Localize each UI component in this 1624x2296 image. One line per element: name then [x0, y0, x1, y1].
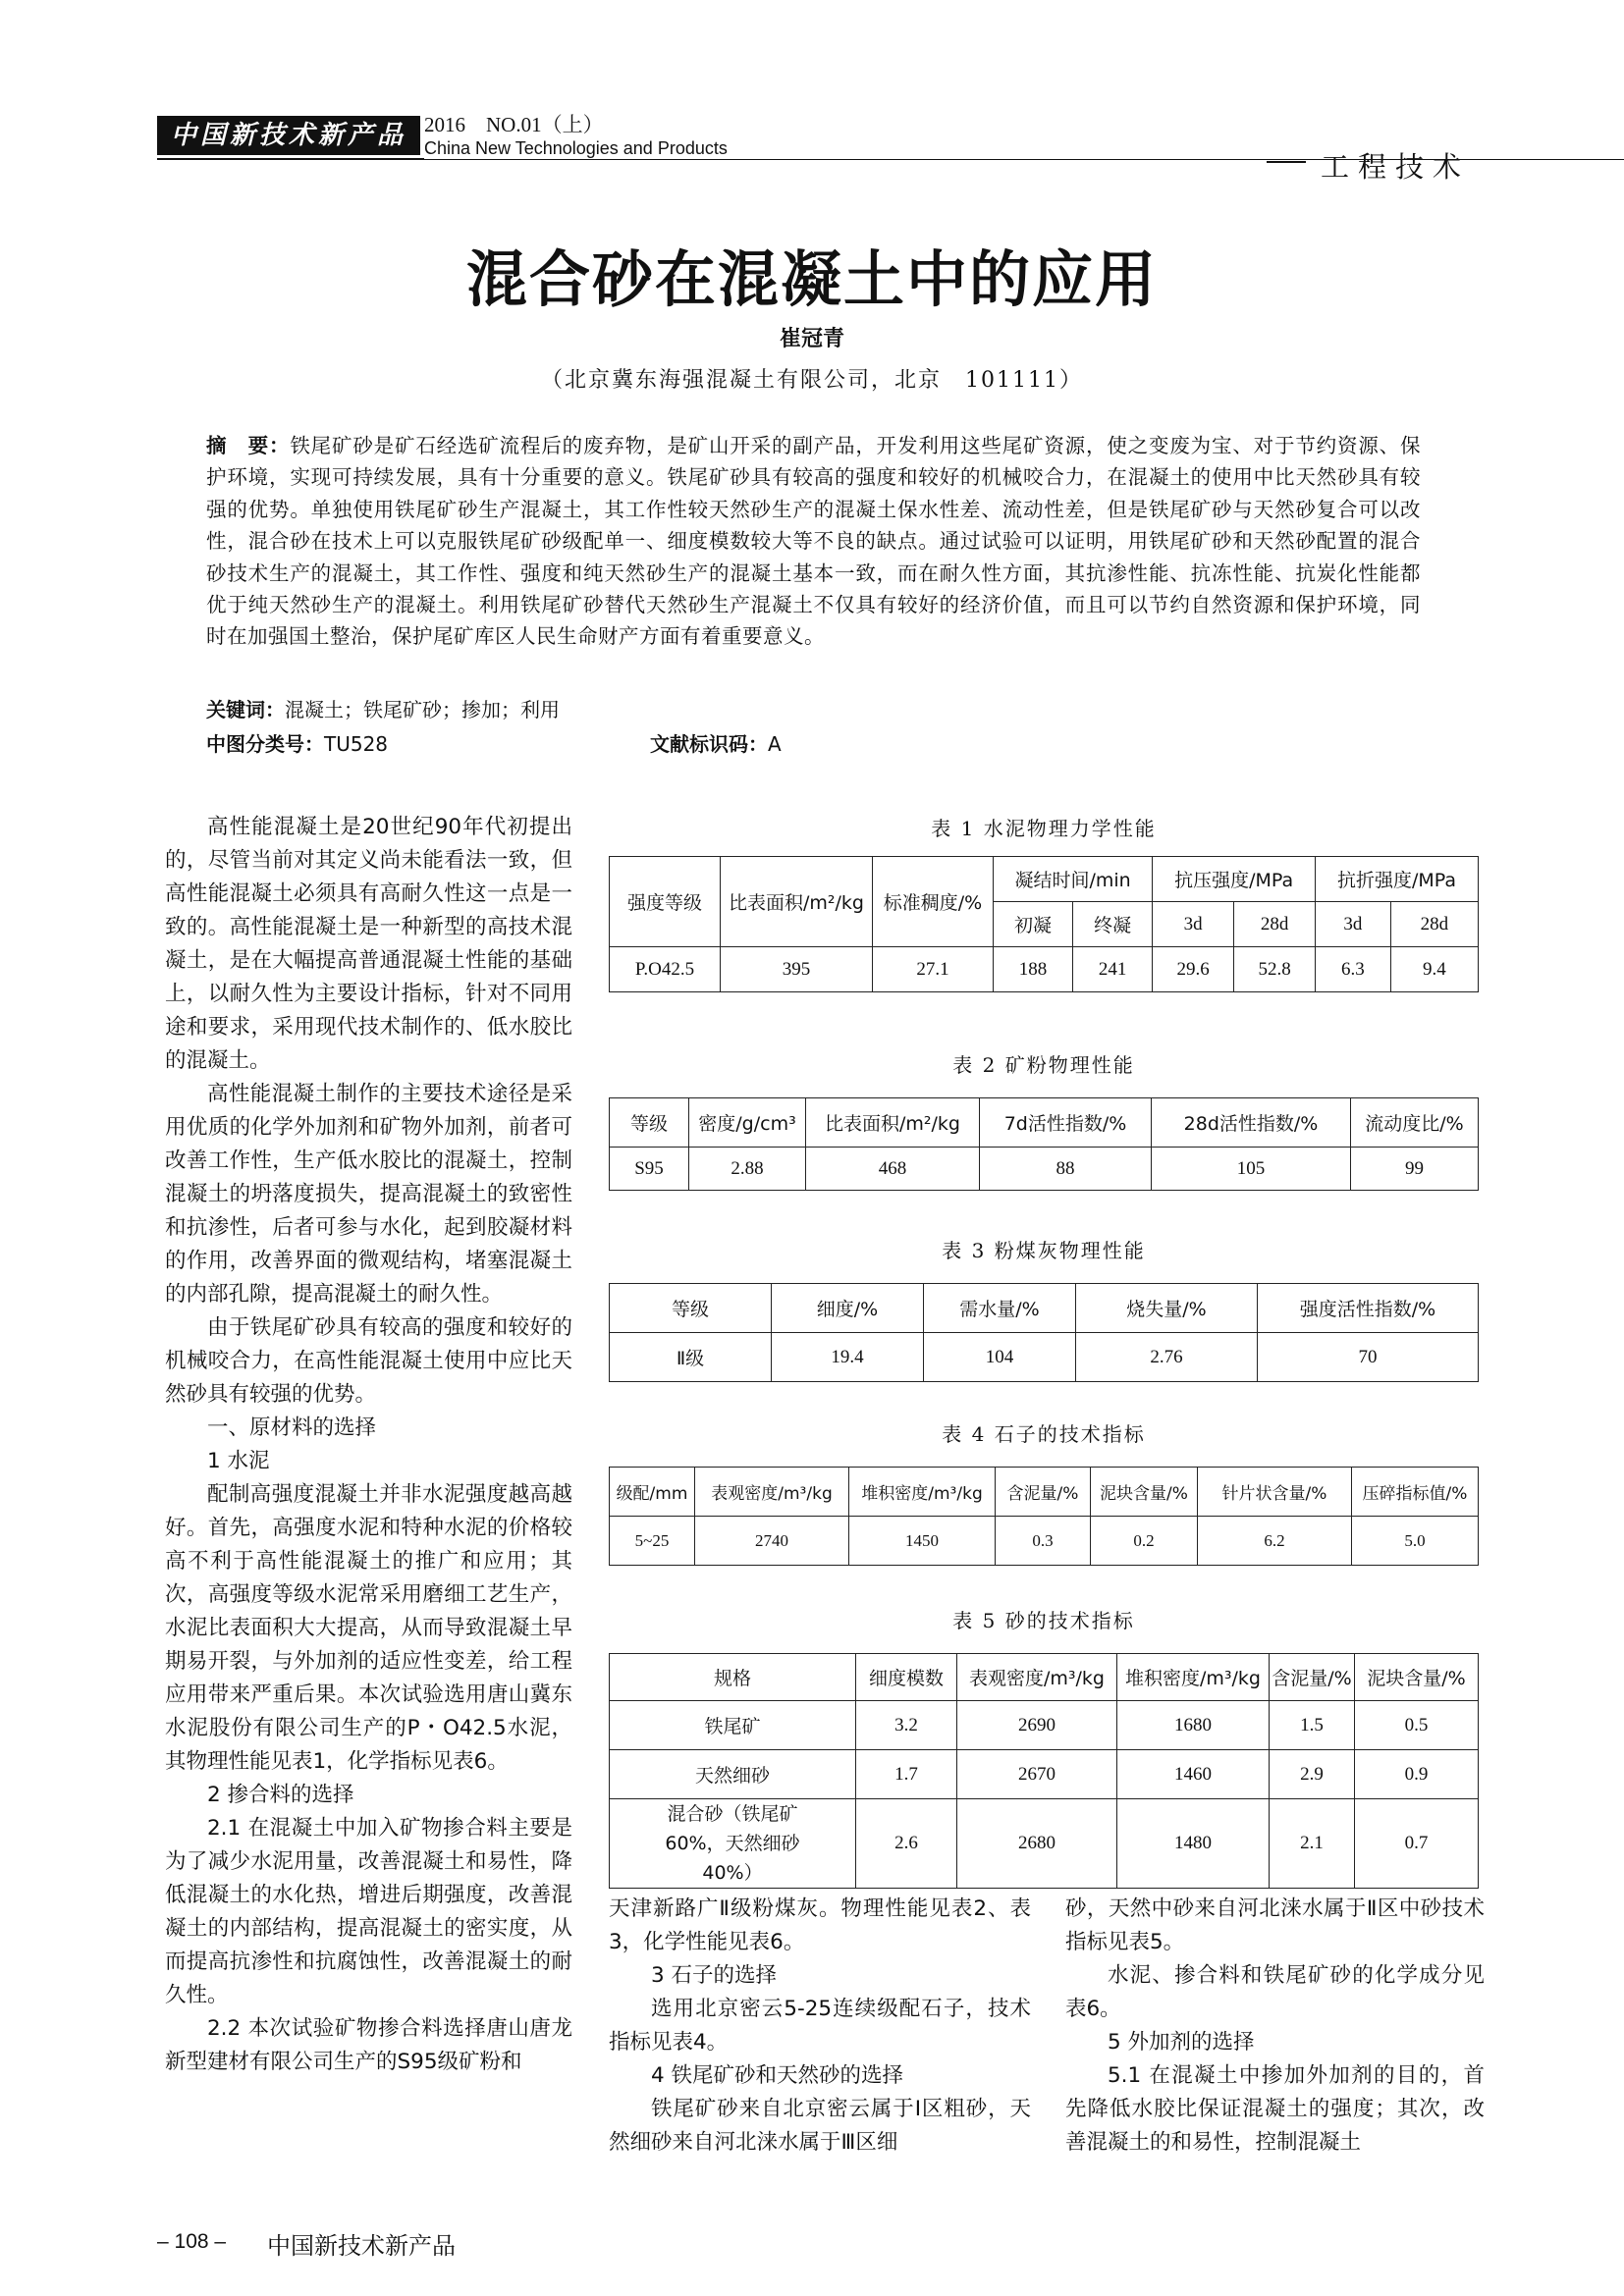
table-cell: 2670	[957, 1750, 1117, 1799]
author: 崔冠青	[779, 327, 844, 351]
table-3	[609, 1283, 1479, 1382]
table-cell: 2.1	[1270, 1799, 1355, 1889]
abstract	[206, 430, 1421, 653]
table-header: 表观密度/m³/kg	[957, 1654, 1117, 1701]
table-header: 需水量/%	[924, 1284, 1076, 1333]
clc-number	[206, 729, 388, 759]
table-cell: 2.9	[1270, 1750, 1355, 1799]
subsection-heading: 1 水泥	[207, 1449, 270, 1473]
table-header: 28d活性指数/%	[1152, 1098, 1351, 1148]
issue-number: 2016 NO.01（上）	[424, 113, 604, 136]
table-header: 堆积密度/m³/kg	[849, 1468, 996, 1517]
table-cell: 395	[721, 947, 873, 992]
table-cell: 88	[980, 1148, 1152, 1191]
table-2	[609, 1097, 1479, 1191]
table-cell: 0.5	[1355, 1701, 1479, 1750]
table-1	[609, 856, 1479, 992]
table-header: 含泥量/%	[996, 1468, 1091, 1517]
paragraph: 5.1 在混凝土中掺加外加剂的目的，首先降低水胶比保证混凝土的强度；其次，改善混凝土的和易性，控制混凝土	[1065, 2063, 1485, 2155]
table-cell: 99	[1351, 1148, 1479, 1191]
abstract-label: 摘 要：	[206, 434, 291, 457]
paragraph: 选用北京密云5-25连续级配石子，技术指标见表4。	[609, 1997, 1031, 2055]
paragraph: 配制高强度混凝土并非水泥强度越高越好。首先，高强度水泥和特种水泥的价格较高不利于高性能混凝土的推广和应用；其次，高强度等级水泥常采用磨细工艺生产，水泥比表面积大大提高，从而导致混凝土早期易开裂，与外加剂的适应性变差，给工程应用带来严重后果。本次试验选用唐山冀东水泥股份有限公司生产的P・O42.5水泥，其物理性能见表1，化学指标见表6。	[165, 1482, 572, 1774]
table-header: 比表面积/m²/kg	[806, 1098, 980, 1148]
table-header: 抗压强度/MPa	[1153, 857, 1316, 902]
table-5	[609, 1653, 1479, 1889]
subsection-heading: 2 掺合料的选择	[207, 1783, 354, 1807]
footer-magazine-name: 中国新技术新产品	[267, 2232, 456, 2260]
table-4-caption: 表 4 石子的技术指标	[942, 1422, 1146, 1446]
table-header: 针片状含量/%	[1198, 1468, 1352, 1517]
affiliation: （北京冀东海强混凝土有限公司，北京 101111）	[541, 368, 1083, 393]
header-rule-left	[157, 158, 424, 160]
table-cell: 0.2	[1091, 1517, 1198, 1566]
body-column-2	[609, 1893, 1031, 2160]
table-2-caption: 表 2 矿粉物理性能	[952, 1053, 1135, 1077]
table-cell: 3.2	[856, 1701, 957, 1750]
table-4	[609, 1467, 1479, 1566]
table-3-caption: 表 3 粉煤灰物理性能	[942, 1239, 1146, 1262]
table-cell: 2680	[957, 1799, 1117, 1889]
subsection-heading: 4 铁尾矿砂和天然砂的选择	[651, 2063, 904, 2088]
table-header: 凝结时间/min	[994, 857, 1153, 902]
table-header: 表观密度/m³/kg	[695, 1468, 849, 1517]
keywords-label: 关键词：	[206, 698, 285, 721]
keywords-text: 混凝土；铁尾矿砂；掺加；利用	[285, 698, 560, 721]
paragraph: 高性能混凝土是20世纪90年代初提出的，尽管当前对其定义尚未能看法一致，但高性能混凝土必须具有高耐久性这一点是一致的。高性能混凝土是一种新型的高技术混凝土，是在大幅提高普通混凝土性能的基础上，以耐久性为主要设计指标，针对不同用途和要求，采用现代技术制作的、低水胶比的混凝土。	[165, 815, 572, 1073]
table-cell: 5.0	[1352, 1517, 1479, 1566]
table-header: 比表面积/m²/kg	[721, 857, 873, 947]
table-header: 初凝	[994, 902, 1073, 947]
magazine-english-name: China New Technologies and Products	[424, 138, 728, 158]
section-heading: 一、原材料的选择	[207, 1415, 377, 1440]
table-header: 标准稠度/%	[873, 857, 994, 947]
clc-label: 中图分类号：	[206, 732, 324, 756]
table-1-caption: 表 1 水泥物理力学性能	[931, 817, 1157, 840]
table-header: 规格	[610, 1654, 856, 1701]
table-cell: 1680	[1117, 1701, 1270, 1750]
table-header: 泥块含量/%	[1355, 1654, 1479, 1701]
table-header: 28d	[1390, 902, 1478, 947]
table-cell: 19.4	[772, 1333, 924, 1382]
table-header: 烧失量/%	[1076, 1284, 1258, 1333]
table-cell: 9.4	[1390, 947, 1478, 992]
table-cell: 1450	[849, 1517, 996, 1566]
table-cell: 52.8	[1234, 947, 1316, 992]
table-cell: 0.3	[996, 1517, 1091, 1566]
table-cell: 天然细砂	[610, 1750, 856, 1799]
table-cell: 2.76	[1076, 1333, 1258, 1382]
table-cell: 188	[994, 947, 1073, 992]
table-cell: 104	[924, 1333, 1076, 1382]
subsection-heading: 5 外加剂的选择	[1108, 2030, 1255, 2055]
table-header: 强度等级	[610, 857, 721, 947]
subsection-heading: 3 石子的选择	[651, 1963, 778, 1988]
table-header: 终凝	[1073, 902, 1153, 947]
table-cell: 29.6	[1153, 947, 1234, 992]
section-name: 工程技术	[1321, 150, 1471, 184]
doc-value: A	[768, 732, 782, 756]
table-header: 强度活性指数/%	[1258, 1284, 1479, 1333]
section-rule	[1267, 161, 1306, 163]
table-header: 细度模数	[856, 1654, 957, 1701]
body-column-3	[1065, 1893, 1485, 2160]
table-cell: 0.9	[1355, 1750, 1479, 1799]
body-column-1	[165, 811, 572, 2079]
table-cell: 2.6	[856, 1799, 957, 1889]
table-header: 压碎指标值/%	[1352, 1468, 1479, 1517]
paragraph: 水泥、掺合料和铁尾矿砂的化学成分见表6。	[1065, 1963, 1485, 2021]
table-cell: 105	[1152, 1148, 1351, 1191]
table-cell: S95	[610, 1148, 689, 1191]
table-header: 28d	[1234, 902, 1316, 947]
table-cell: 2690	[957, 1701, 1117, 1750]
table-cell: 6.3	[1316, 947, 1391, 992]
table-cell: P.O42.5	[610, 947, 721, 992]
table-header: 3d	[1316, 902, 1391, 947]
table-header: 泥块含量/%	[1091, 1468, 1198, 1517]
paragraph: 2.2 本次试验矿物掺合料选择唐山唐龙新型建材有限公司生产的S95级矿粉和	[165, 2016, 572, 2074]
paragraph: 高性能混凝土制作的主要技术途径是采用优质的化学外加剂和矿物外加剂，前者可改善工作性，生产低水胶比的混凝土，控制混凝土的坍落度损失，提高混凝土的致密性和抗渗性，后者可参与水化，起到胶凝材料的作用，改善界面的微观结构，堵塞混凝土的内部孔隙，提高混凝土的耐久性。	[165, 1082, 572, 1307]
table-cell: 1.5	[1270, 1701, 1355, 1750]
table-cell: 27.1	[873, 947, 994, 992]
table-5-caption: 表 5 砂的技术指标	[952, 1609, 1135, 1632]
table-header: 等级	[610, 1284, 772, 1333]
table-header: 7d活性指数/%	[980, 1098, 1152, 1148]
table-header: 3d	[1153, 902, 1234, 947]
table-header: 级配/mm	[610, 1468, 695, 1517]
table-cell: 2.88	[689, 1148, 806, 1191]
table-cell: 5~25	[610, 1517, 695, 1566]
paragraph: 铁尾矿砂来自北京密云属于Ⅰ区粗砂，天然细砂来自河北涞水属于Ⅲ区细	[609, 2097, 1031, 2155]
doc-label: 文献标识码：	[650, 732, 768, 756]
table-cell: 241	[1073, 947, 1153, 992]
table-cell: 混合砂（铁尾矿60%，天然细砂40%）	[610, 1799, 856, 1889]
document-code	[650, 729, 782, 759]
article-title: 混合砂在混凝土中的应用	[465, 243, 1158, 315]
table-header: 抗折强度/MPa	[1316, 857, 1479, 902]
table-cell: 1480	[1117, 1799, 1270, 1889]
paragraph: 2.1 在混凝土中加入矿物掺合料主要是为了减少水泥用量，改善混凝土和易性，降低混凝土的水化热，增进后期强度，改善混凝土的内部结构，提高混凝土的密实度，从而提高抗渗性和抗腐蚀性，改善混凝土的耐久性。	[165, 1816, 572, 2007]
paragraph: 砂，天然中砂来自河北涞水属于Ⅱ区中砂技术指标见表5。	[1065, 1896, 1485, 1954]
table-cell: 2740	[695, 1517, 849, 1566]
table-cell: 468	[806, 1148, 980, 1191]
table-header: 堆积密度/m³/kg	[1117, 1654, 1270, 1701]
table-cell: 1.7	[856, 1750, 957, 1799]
table-cell: 70	[1258, 1333, 1479, 1382]
table-cell: 0.7	[1355, 1799, 1479, 1889]
table-header: 等级	[610, 1098, 689, 1148]
clc-value: TU528	[324, 732, 389, 756]
keywords	[206, 695, 560, 724]
paragraph: 天津新路广Ⅱ级粉煤灰。物理性能见表2、表3，化学性能见表6。	[609, 1896, 1031, 1954]
page-number: – 108 –	[157, 2230, 227, 2253]
table-header: 细度/%	[772, 1284, 924, 1333]
table-cell: 铁尾矿	[610, 1701, 856, 1750]
abstract-text: 铁尾矿砂是矿石经选矿流程后的废弃物，是矿山开采的副产品，开发利用这些尾矿资源，使之变废为宝、对于节约资源、保护环境，实现可持续发展，具有十分重要的意义。铁尾矿砂具有较高的强度和较好的机械咬合力，在混凝土的使用中比天然砂具有较强的优势。单独使用铁尾矿砂生产混凝土，其工作性较天然砂生产的混凝土保水性差、流动性差，但是铁尾矿砂与天然砂复合可以改性，混合砂在技术上可以克服铁尾矿砂级配单一、细度模数较大等不良的缺点。通过试验可以证明，用铁尾矿砂和天然砂配置的混合砂技术生产的混凝土，其工作性、强度和纯天然砂生产的混凝土基本一致，而在耐久性方面，其抗渗性能、抗冻性能、抗炭化性能都优于纯天然砂生产的混凝土。利用铁尾矿砂替代天然砂生产混凝土不仅具有较好的经济价值，而且可以节约自然资源和保护环境，同时在加强国土整治，保护尾矿库区人民生命财产方面有着重要意义。	[206, 434, 1422, 649]
table-cell: 6.2	[1198, 1517, 1352, 1566]
table-header: 含泥量/%	[1270, 1654, 1355, 1701]
paragraph: 由于铁尾矿砂具有较高的强度和较好的机械咬合力，在高性能混凝土使用中应比天然砂具有较强的优势。	[165, 1315, 572, 1407]
table-cell: 1460	[1117, 1750, 1270, 1799]
table-cell: Ⅱ级	[610, 1333, 772, 1382]
table-header: 流动度比/%	[1351, 1098, 1479, 1148]
table-header: 密度/g/cm³	[689, 1098, 806, 1148]
magazine-brand: 中国新技术新产品	[157, 116, 420, 155]
